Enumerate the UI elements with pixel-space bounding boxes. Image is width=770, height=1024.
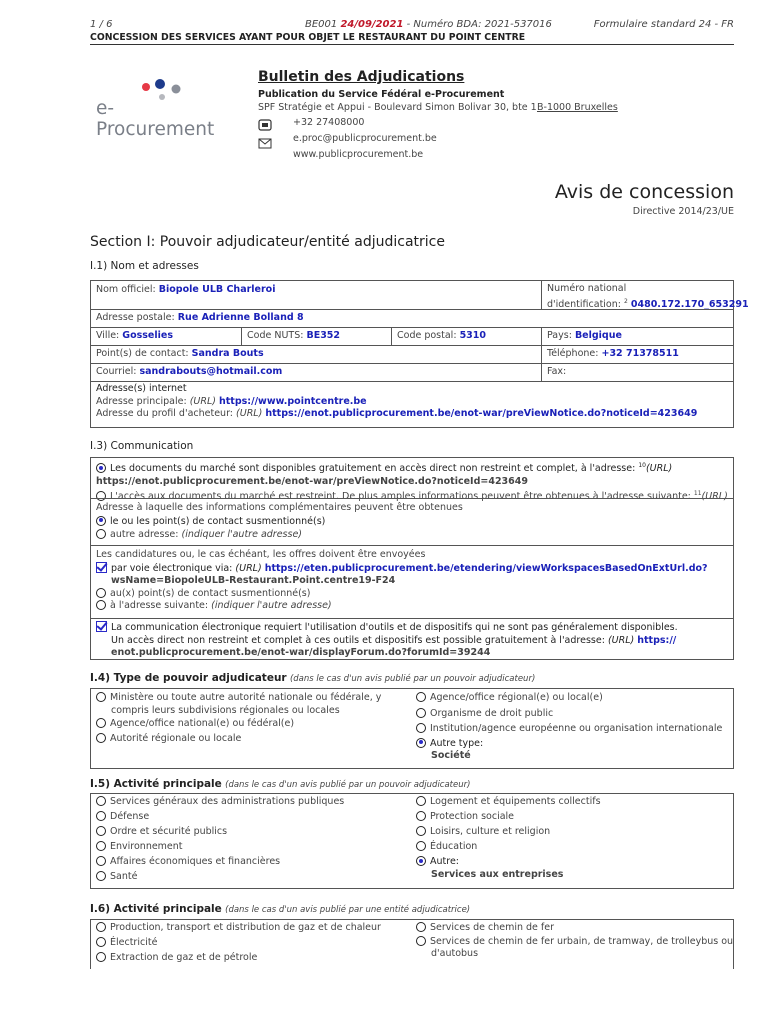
contact-label: Point(s) de contact: [96,348,189,359]
url-tag: (URL) [645,463,673,475]
submit-contact-radio[interactable] [96,588,106,598]
tools-row [90,618,734,660]
contact-value: Sandra Bouts [191,348,264,359]
info-contact-radio[interactable] [96,516,106,526]
url-tag: (URL) [607,634,635,646]
info-other-radio[interactable] [96,529,106,539]
other-type-value: Société [431,750,471,761]
envelope-icon [258,134,272,145]
city-cell [91,328,241,345]
ministry-text: Ministère ou toute autre autorité nationale ou fédérale, y [110,692,382,703]
regional-authority-text: Autorité régionale ou locale [110,732,242,744]
email-row [90,363,734,382]
main-activity-right [411,794,733,888]
urban-transport-text-continued: d'autobus [431,948,479,959]
economic-affairs-radio[interactable] [96,856,106,866]
free-access-radio[interactable] [96,463,106,473]
nuts-value: BE352 [306,330,341,341]
publisher-phone: +32 27408000 [293,117,365,128]
fax-cell [541,364,733,381]
i4-title [90,672,535,684]
gas-heat-radio[interactable] [96,922,106,932]
defence-radio[interactable] [96,811,106,821]
tools-text-2: Un accès direct non restreint et complet à ces outils et dispositifs est possible gratuitement à l'adresse: [111,634,605,646]
national-id-label-2: d'identification: [547,298,621,310]
url-tag: (URL) [189,395,216,407]
education-text: Éducation [430,841,478,852]
public-body-radio[interactable] [416,708,426,718]
notice-reference [305,19,552,30]
publisher-email[interactable]: e.proc@publicprocurement.be [293,133,437,144]
european-institution-text: Institution/agence européenne ou organisation internationale [430,723,723,734]
phone-cell [541,346,733,363]
form-type: Formulaire standard 24 - FR [593,19,734,30]
electricity-radio[interactable] [96,937,106,947]
i6-title [90,903,470,915]
i5-title [90,778,470,790]
main-url-link[interactable]: https://www.pointcentre.be [219,395,367,407]
submit-other-hint: (indiquer l'autre adresse) [211,600,332,611]
other-type-text: Autre type: [430,737,484,749]
housing-text: Logement et équipements collectifs [430,796,601,807]
documents-access-cell [91,458,733,503]
internet-row [90,381,734,428]
i5-hint: (dans le cas d'un avis publié par un pouvoir adjudicateur) [225,780,471,790]
eprocurement-logo [96,76,226,140]
country-label: Pays: [547,330,572,341]
electricity-text: Électricité [110,937,158,948]
free-access-text: Les documents du marché sont disponibles gratuitement en accès direct non restreint et complet, à l'adresse: [110,463,636,475]
footnote-ref: 11 [693,490,702,498]
regional-authority-radio[interactable] [96,733,106,743]
other-activity-text: Autre: [430,856,459,867]
email-cell [91,364,541,381]
phone-label: Téléphone: [547,348,599,359]
gas-oil-extraction-text: Extraction de gaz et de pétrole [110,952,258,963]
zip-value: 5310 [459,330,487,341]
buyer-profile-label: Adresse du profil d'acheteur: [96,408,234,419]
logo-dots-icon [96,76,226,100]
i1-title: I.1) Nom et adresses [90,260,199,272]
housing-radio[interactable] [416,796,426,806]
submit-contact-text: au(x) point(s) de contact susmentionné(s) [110,587,311,599]
page-number: 1 / 6 [90,19,113,30]
documents-access-row [90,457,734,503]
info-address-title: Adresse à laquelle des informations complémentaires peuvent être obtenues [96,502,463,513]
tools-cell [91,619,733,659]
country-cell [541,328,733,345]
public-order-radio[interactable] [96,826,106,836]
defence-text: Défense [110,811,150,822]
general-services-radio[interactable] [96,796,106,806]
submit-other-radio[interactable] [96,600,106,610]
i5-title-text: I.5) Activité principale [90,778,222,790]
regional-agency-text: Agence/office régional(e) ou local(e) [430,692,603,703]
info-other-text: autre adresse: [110,529,179,540]
city-label: Ville: [96,330,120,341]
info-address-row [90,498,734,546]
zip-cell [391,328,541,345]
entity-activity-box [90,919,734,969]
recreation-text: Loisirs, culture et religion [430,826,551,837]
submission-link[interactable]: https://eten.publicprocurement.be/etendering/viewWorkspacesBasedOnExtUrl.do? [264,562,708,574]
free-access-link[interactable]: https://enot.publicprocurement.be/enot-war/preViewNotice.do?noticeId=423649 [96,475,528,487]
i4-hint: (dans le cas d'un avis publié par un pouvoir adjudicateur) [289,674,536,684]
railway-text: Services de chemin de fer [430,922,554,933]
footnote-ref: 2 [624,297,628,305]
tools-checkbox[interactable] [96,621,107,632]
directive: Directive 2014/23/UE [632,206,734,217]
environment-text: Environnement [110,841,183,852]
european-institution-radio[interactable] [416,723,426,733]
tools-text: La communication électronique requiert l'utilisation d'outils et de dispositifs qui ne sont pas généralement disponibles. [111,622,678,633]
other-activity-radio[interactable] [416,856,426,866]
social-protection-text: Protection sociale [430,811,515,822]
national-id-label: Numéro national [547,283,627,294]
internet-cell [91,382,733,427]
document-title: CONCESSION DES SERVICES AYANT POUR OBJET LE RESTAURANT DU POINT CENTRE [90,32,734,45]
education-radio[interactable] [416,841,426,851]
country-value: Belgique [574,330,622,341]
submission-cell [91,546,733,618]
postal-cell [91,310,733,327]
official-name-label: Nom officiel: [96,284,156,295]
publisher-website[interactable]: www.publicprocurement.be [293,149,424,160]
entity-activity-left [91,920,411,969]
official-name-value: Biopole ULB Charleroi [158,284,276,295]
phone-icon [258,116,272,128]
authority-type-box [90,688,734,769]
official-name-cell [91,281,541,309]
other-type-radio[interactable] [416,738,426,748]
internet-title: Adresse(s) internet [96,383,187,394]
official-name-row [90,280,749,310]
ministry-text-continued: compris leurs subdivisions régionales ou locales [111,704,340,716]
postal-value: Rue Adrienne Bolland 8 [177,312,304,323]
electronic-text: par voie électronique via: [111,562,233,574]
publisher-name: Bulletin des Adjudications [258,69,465,85]
i3-title: I.3) Communication [90,440,194,452]
economic-affairs-text: Affaires économiques et financières [110,856,281,867]
urban-transport-radio[interactable] [416,936,426,946]
urban-transport-text: Services de chemin de fer urbain, de tramway, de trolleybus ou [430,935,734,947]
fax-label: Fax: [547,366,567,377]
entity-activity-right [411,920,733,969]
submission-row [90,545,734,619]
phone-value: +32 71378511 [601,348,679,359]
buyer-profile-link[interactable]: https://enot.publicprocurement.be/enot-war/preViewNotice.do?noticeId=423649 [265,408,698,419]
railway-radio[interactable] [416,922,426,932]
authority-type-left [91,689,411,768]
nuts-cell [241,328,391,345]
tools-link[interactable]: https:// [637,634,677,646]
footnote-ref: 10 [638,462,646,469]
logo-text: e-Procurement [96,98,215,140]
gas-oil-extraction-radio[interactable] [96,952,106,962]
email-value[interactable]: sandrabouts@hotmail.com [139,366,283,377]
main-activity-left [91,794,411,888]
section-title: Section I: Pouvoir adjudicateur/entité adjudicatrice [90,234,445,250]
national-id-cell [541,281,749,310]
info-address-cell [91,499,733,545]
info-contact-text: le ou les point(s) de contact susmentionné(s) [110,515,326,527]
notice-title: Avis de concession [554,181,734,203]
city-value: Gosselies [122,330,173,341]
health-text: Santé [110,871,138,882]
submission-title: Les candidatures ou, le cas échéant, les offres doivent être envoyées [96,549,426,560]
authority-type-right [411,689,733,768]
url-tag: (URL) [236,408,263,419]
info-other-hint: (indiquer l'autre adresse) [181,529,302,540]
public-order-text: Ordre et sécurité publics [110,826,228,837]
environment-radio[interactable] [96,841,106,851]
zip-label: Code postal: [397,330,457,341]
email-label: Courriel: [96,366,137,377]
url-tag: (URL) [701,491,728,503]
submission-link-continued[interactable]: wsName=BiopoleULB-Restaurant.Point.centre19-F24 [111,575,396,586]
i4-title-text: I.4) Type de pouvoir adjudicateur [90,672,287,684]
city-row [90,327,734,346]
gas-heat-text: Production, transport et distribution de gaz et de chaleur [110,922,381,933]
recreation-radio[interactable] [416,826,426,836]
submit-other-text: à l'adresse suivante: [110,600,209,611]
other-activity-value: Services aux entreprises [431,868,564,880]
i6-hint: (dans le cas d'un avis publié par une entité adjudicatrice) [225,905,471,915]
social-protection-radio[interactable] [416,811,426,821]
nuts-label: Code NUTS: [247,330,304,341]
national-agency-radio[interactable] [96,718,106,728]
main-activity-box [90,793,734,889]
tools-link-continued[interactable]: enot.publicprocurement.be/enot-war/displayForum.do?forumId=39244 [111,647,491,658]
ref-prefix: BE001 [305,19,338,30]
postal-row [90,309,734,328]
ministry-radio[interactable] [96,692,106,702]
ref-number: - Numéro BDA: 2021-537016 [406,19,552,30]
general-services-text: Services généraux des administrations publiques [110,796,345,807]
contact-cell [91,346,541,363]
national-agency-text: Agence/office national(e) ou fédéral(e) [110,718,295,729]
publisher-address: SPF Stratégie et Appui - Boulevard Simon Bolivar 30, bte 1 [258,102,537,113]
national-id-value: 0480.172.170_653291 [630,298,749,310]
main-address-label: Adresse principale: [96,395,187,407]
restricted-access-text: L'accès aux documents du marché est restreint. De plus amples informations peuvent être obtenues à l'adresse suivante: [110,491,691,503]
publisher-city: B-1000 Bruxelles [537,102,618,113]
ref-date: 24/09/2021 [340,19,404,30]
url-tag: (URL) [235,562,262,574]
publisher-subtitle: Publication du Service Fédéral e-Procurement [258,89,505,100]
health-radio[interactable] [96,871,106,881]
i6-title-text: I.6) Activité principale [90,903,222,915]
postal-label: Adresse postale: [96,312,175,323]
regional-agency-radio[interactable] [416,692,426,702]
contact-row [90,345,734,364]
electronic-checkbox[interactable] [96,562,107,573]
public-body-text: Organisme de droit public [430,707,554,719]
